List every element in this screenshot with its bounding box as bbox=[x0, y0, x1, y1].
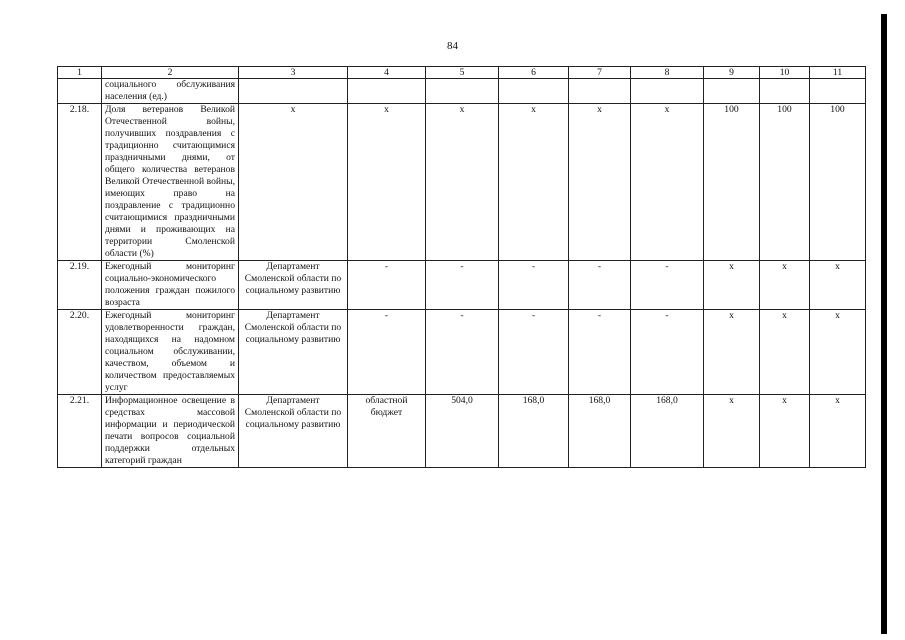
column-header: 9 bbox=[704, 67, 760, 79]
row-value: 100 bbox=[704, 104, 760, 261]
row-value bbox=[810, 79, 866, 104]
row-value: х bbox=[760, 310, 810, 395]
row-funding-source: х bbox=[348, 104, 426, 261]
row-value: - bbox=[631, 261, 704, 310]
row-executor: х bbox=[239, 104, 348, 261]
row-value: х bbox=[704, 310, 760, 395]
page-number: 84 bbox=[447, 40, 458, 52]
row-description: Доля ветеранов Великой Отечественной войны, получивших поздравления с традиционно считающимися праздничными днями, от общего количества ветеранов Великой Отечественной войны, имеющих право на поздравление с традиционно считающимися праздничными днями и проживающих на территории Смоленской области (%) bbox=[102, 104, 239, 261]
row-number: 2.18. bbox=[58, 104, 102, 261]
row-executor: Департамент Смоленской области по социальному развитию bbox=[239, 261, 348, 310]
row-value bbox=[704, 79, 760, 104]
row-value: 100 bbox=[810, 104, 866, 261]
row-value bbox=[426, 79, 499, 104]
row-value: х bbox=[810, 310, 866, 395]
row-value: х bbox=[704, 395, 760, 468]
table-row bbox=[58, 104, 866, 261]
row-value: - bbox=[499, 310, 569, 395]
row-value: - bbox=[426, 310, 499, 395]
row-number: 2.21. bbox=[58, 395, 102, 468]
row-value: 168,0 bbox=[569, 395, 631, 468]
row-executor: Департамент Смоленской области по социальному развитию bbox=[239, 395, 348, 468]
row-funding-source: - bbox=[348, 310, 426, 395]
row-value: 504,0 bbox=[426, 395, 499, 468]
row-number: 2.20. bbox=[58, 310, 102, 395]
row-funding-source: областной бюджет bbox=[348, 395, 426, 468]
row-value bbox=[569, 79, 631, 104]
row-executor: Департамент Смоленской области по социальному развитию bbox=[239, 310, 348, 395]
column-number-row bbox=[58, 67, 866, 79]
row-number bbox=[58, 79, 102, 104]
row-description: социального обслуживания населения (ед.) bbox=[102, 79, 239, 104]
row-value: х bbox=[760, 395, 810, 468]
row-value: - bbox=[569, 310, 631, 395]
row-value bbox=[499, 79, 569, 104]
row-description: Ежегодный мониторинг социально-экономического положения граждан пожилого возраста bbox=[102, 261, 239, 310]
column-header: 11 bbox=[810, 67, 866, 79]
row-funding-source bbox=[348, 79, 426, 104]
row-value: - bbox=[499, 261, 569, 310]
row-value: х bbox=[704, 261, 760, 310]
row-value: х bbox=[499, 104, 569, 261]
scan-edge-bar bbox=[881, 14, 887, 634]
column-header: 8 bbox=[631, 67, 704, 79]
column-header: 2 bbox=[102, 67, 239, 79]
column-header: 5 bbox=[426, 67, 499, 79]
row-executor bbox=[239, 79, 348, 104]
row-number: 2.19. bbox=[58, 261, 102, 310]
column-header: 4 bbox=[348, 67, 426, 79]
column-header: 6 bbox=[499, 67, 569, 79]
row-value: х bbox=[631, 104, 704, 261]
row-value bbox=[631, 79, 704, 104]
row-funding-source: - bbox=[348, 261, 426, 310]
column-header: 1 bbox=[58, 67, 102, 79]
table-row bbox=[58, 261, 866, 310]
row-value: х bbox=[426, 104, 499, 261]
column-header: 10 bbox=[760, 67, 810, 79]
row-value: 168,0 bbox=[631, 395, 704, 468]
row-description: Ежегодный мониторинг удовлетворенности граждан, находящихся на надомном социальном обслуживании, качеством, объемом и количеством предоставляемых услуг bbox=[102, 310, 239, 395]
row-value: х bbox=[810, 395, 866, 468]
row-value: - bbox=[569, 261, 631, 310]
row-value: х bbox=[810, 261, 866, 310]
column-header: 7 bbox=[569, 67, 631, 79]
row-value bbox=[760, 79, 810, 104]
table-row bbox=[58, 395, 866, 468]
row-value: - bbox=[426, 261, 499, 310]
row-value: х bbox=[569, 104, 631, 261]
row-value: - bbox=[631, 310, 704, 395]
column-header: 3 bbox=[239, 67, 348, 79]
row-value: 168,0 bbox=[499, 395, 569, 468]
program-table bbox=[57, 66, 866, 468]
row-value: 100 bbox=[760, 104, 810, 261]
row-value: х bbox=[760, 261, 810, 310]
table-row bbox=[58, 79, 866, 104]
row-description: Информационное освещение в средствах массовой информации и периодической печати вопросов социальной поддержки отдельных категорий граждан bbox=[102, 395, 239, 468]
table-row bbox=[58, 310, 866, 395]
